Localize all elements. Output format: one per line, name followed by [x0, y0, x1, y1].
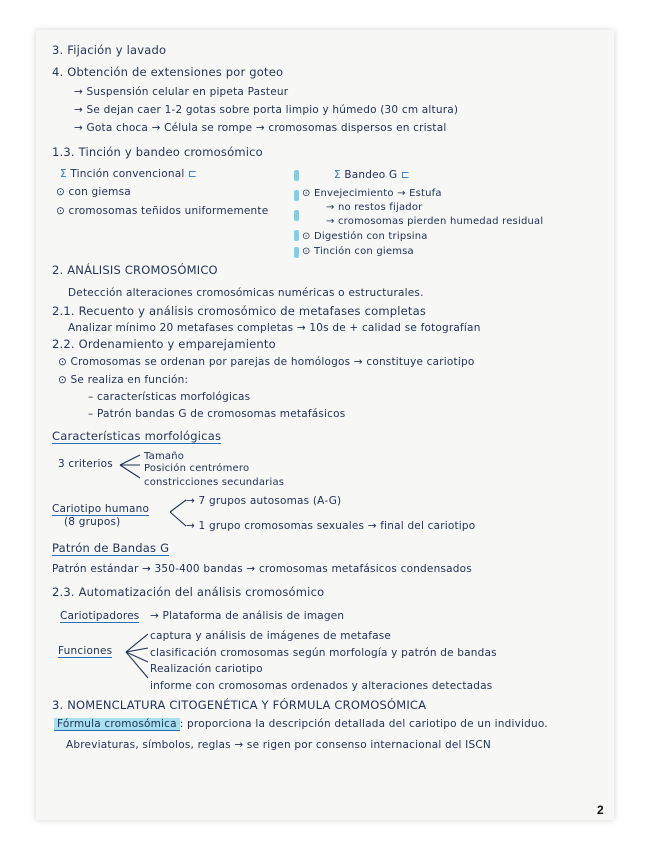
step-extensions: 4. Obtención de extensiones por goteo	[52, 65, 284, 79]
band-pattern-heading-text: Patrón de Bandas G	[52, 541, 170, 555]
functions-label-text: Funciones	[58, 645, 113, 657]
g-aging: ⊙ Envejecimiento → Estufa	[302, 188, 442, 199]
step-fixation: 3. Fijación y lavado	[52, 43, 167, 57]
human-karyotype-text: Cariotipo humano	[52, 503, 150, 515]
sub-suspension: → Suspensión celular en pipeta Pasteur	[74, 86, 289, 98]
bracket-icon: ⊏	[400, 169, 410, 181]
criterion-size: Tamaño	[144, 451, 185, 462]
chromosomal-formula-definition: : proporciona la descripción detallada del cariotipo de un individuo.	[179, 718, 548, 730]
conventional-giemsa: ⊙ con giemsa	[56, 186, 131, 198]
criterion-morphology: – características morfológicas	[88, 391, 251, 403]
g-banding-title	[334, 169, 410, 182]
criterion-centromere: Posición centrómero	[144, 463, 250, 474]
section-2-3-heading: 2.3. Automatización del análisis cromosómico	[52, 585, 325, 599]
g-no-fixative: → no restos fijador	[326, 202, 423, 213]
criterion-bands: – Patrón bandas G de cromosomas metafásicos	[88, 408, 346, 420]
criterion-constrictions: constricciones secundarias	[144, 477, 285, 488]
conventional-stain-label: Tinción convencional	[70, 168, 185, 180]
karyotypers-text: Cariotipadores	[60, 610, 140, 622]
highlight-marker	[294, 170, 299, 181]
highlight-marker	[294, 210, 299, 221]
morphology-heading-text: Características morfológicas	[52, 429, 222, 443]
g-banding-label: Bandeo G	[344, 169, 398, 181]
section-2-2-heading: 2.2. Ordenamiento y emparejamiento	[52, 337, 276, 351]
function-karyotype: Realización cariotipo	[150, 663, 263, 675]
highlight-marker	[294, 190, 299, 201]
standard-pattern: Patrón estándar → 350-400 bandas → cromosomas metafásicos condensados	[52, 563, 472, 575]
sub-drops: → Se dejan caer 1-2 gotas sobre porta limpio y húmedo (30 cm altura)	[74, 104, 459, 116]
section-2-1-body: Analizar mínimo 20 metafases completas → 10s de + calidad se fotografían	[68, 322, 481, 334]
human-karyotype	[52, 503, 149, 516]
function-capture: captura y análisis de imágenes de metafase	[150, 630, 392, 642]
chromosomal-formula	[54, 718, 548, 731]
autosome-groups: → 7 grupos autosomas (A-G)	[186, 495, 342, 507]
function-report: informe con cromosomas ordenados y alteraciones detectadas	[150, 680, 493, 692]
g-giemsa: ⊙ Tinción con giemsa	[302, 246, 414, 257]
based-on: ⊙ Se realiza en función:	[58, 374, 189, 386]
g-humidity: → cromosomas pierden humedad residual	[326, 216, 544, 227]
highlight-marker	[294, 247, 299, 258]
functions-label	[58, 645, 112, 658]
g-trypsin: ⊙ Digestión con tripsina	[302, 231, 428, 242]
sex-chromosome-group: → 1 grupo cromosomas sexuales → final del cariotipo	[186, 520, 476, 532]
iscn-rules: Abreviaturas, símbolos, reglas → se rigen por consenso internacional del ISCN	[66, 739, 491, 751]
sigma-icon: Σ	[60, 168, 67, 180]
conventional-uniform: ⊙ cromosomas teñidos uniformemente	[56, 205, 269, 217]
section-2-intro: Detección alteraciones cromosómicas numéricas o estructurales.	[68, 287, 424, 299]
function-classification: clasificación cromosomas según morfología y patrón de bandas	[150, 647, 497, 659]
eight-groups: (8 grupos)	[64, 516, 121, 528]
sub-drop-impact: → Gota choca → Célula se rompe → cromosomas dispersos en cristal	[74, 122, 447, 134]
bracket-icon: ⊏	[188, 168, 198, 180]
section-1-3-heading: 1.3. Tinción y bandeo cromosómico	[52, 145, 263, 159]
highlight-marker	[294, 230, 299, 241]
page-number: 2	[597, 803, 604, 817]
morphology-heading	[52, 430, 221, 443]
chromosomal-formula-term: Fórmula cromosómica	[54, 718, 180, 731]
section-2-1-heading: 2.1. Recuento y análisis cromosómico de metafases completas	[52, 304, 427, 318]
section-3-heading: 3. NOMENCLATURA CITOGENÉTICA Y FÓRMULA CROMOSÓMICA	[52, 698, 427, 712]
karyotypers	[60, 610, 139, 623]
three-criteria: 3 criterios	[58, 458, 113, 470]
section-2-heading: 2. ANÁLISIS CROMOSÓMICO	[52, 263, 218, 277]
band-pattern-heading	[52, 542, 169, 555]
homologous-pairs: ⊙ Cromosomas se ordenan por parejas de homólogos → constituye cariotipo	[58, 356, 475, 368]
image-platform: → Plataforma de análisis de imagen	[150, 610, 345, 622]
conventional-stain-title	[60, 168, 197, 181]
sigma-icon: Σ	[334, 169, 341, 181]
